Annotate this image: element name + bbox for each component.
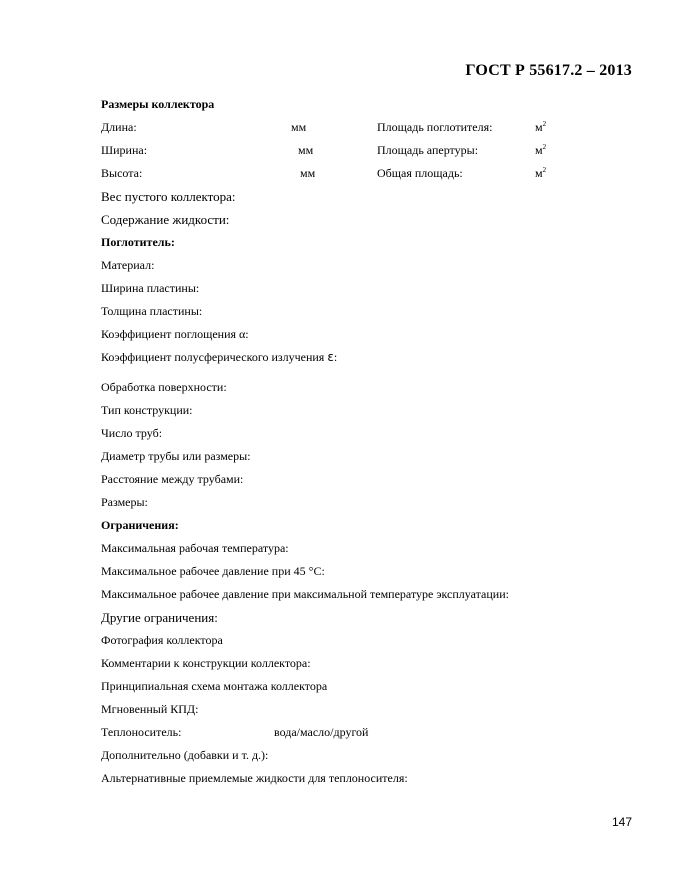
dimension-unit: мм [291, 120, 307, 134]
dimension-row [101, 165, 641, 188]
section-heading-limits: Ограничения: [101, 518, 179, 532]
field-alternatives: Альтернативные приемлемые жидкости для теплоносителя: [101, 771, 408, 785]
dimension-label: Ширина: [101, 143, 148, 157]
field-heat-carrier [101, 724, 641, 747]
area-label: Площадь поглотителя: [377, 120, 493, 134]
field-plate-thickness: Толщина пластины: [101, 304, 203, 318]
field-max-temp: Максимальная рабочая температура: [101, 541, 289, 555]
field-material: Материал: [101, 258, 155, 272]
page-number: 147 [611, 815, 632, 829]
field-efficiency: Мгновенный КПД: [101, 702, 199, 716]
dimension-row [101, 142, 641, 165]
form-content [101, 96, 641, 793]
field-other-limits: Другие ограничения: [101, 610, 218, 625]
field-comments: Комментарии к конструкции коллектора: [101, 656, 311, 670]
field-plate-width: Ширина пластины: [101, 281, 200, 295]
area-unit: $м^2$ [535, 143, 547, 157]
heat-carrier-value: вода/масло/другой [274, 725, 369, 739]
section-heading-dimensions: Размеры коллектора [101, 97, 215, 111]
field-sizes: Размеры: [101, 495, 148, 509]
field-scheme: Принципиальная схема монтажа коллектора [101, 679, 328, 693]
dimension-label: Высота: [101, 166, 143, 180]
field-tube-spacing: Расстояние между трубами: [101, 472, 244, 486]
field-photo: Фотография коллектора [101, 633, 223, 647]
field-max-pressure-45: Максимальное рабочее давление при 45 °С: [101, 564, 325, 578]
dimension-row [101, 119, 641, 142]
dimension-unit: мм [298, 143, 314, 157]
field-construction: Тип конструкции: [101, 403, 193, 417]
dimension-unit: мм [300, 166, 316, 180]
field-tube-diameter: Диаметр трубы или размеры: [101, 449, 251, 463]
dimension-label: Длина: [101, 120, 137, 134]
area-unit: $м^2$ [535, 120, 547, 134]
area-unit: $м^2$ [535, 166, 547, 180]
field-surface: Обработка поверхности: [101, 380, 227, 394]
field-emission: Коэффициент полусферического излучения ε: [101, 350, 338, 364]
field-absorption: Коэффициент поглощения α: [101, 327, 249, 341]
field-max-pressure-max: Максимальное рабочее давление при максимальной температуре эксплуатации: [101, 587, 509, 601]
field-tube-count: Число труб: [101, 426, 163, 440]
field-empty-weight: Вес пустого коллектора: [101, 189, 236, 204]
area-label: Общая площадь: [377, 166, 463, 180]
section-heading-absorber: Поглотитель: [101, 235, 175, 249]
document-header: ГОСТ Р 55617.2 – 2013 [465, 62, 632, 79]
area-label: Площадь апертуры: [377, 143, 479, 157]
field-fluid-content: Содержание жидкости: [101, 212, 230, 227]
field-additives: Дополнительно (добавки и т. д.): [101, 748, 269, 762]
heat-carrier-label: Теплоноситель: [101, 725, 182, 739]
